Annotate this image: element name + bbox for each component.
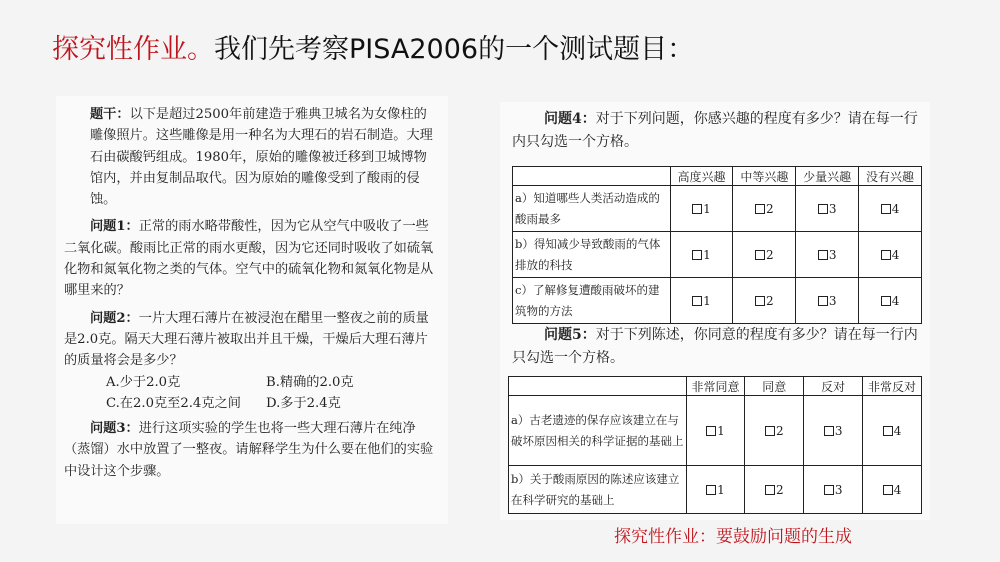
q4-col-none: 没有兴趣	[859, 167, 922, 186]
box-number: 2	[775, 423, 784, 438]
checkbox-icon[interactable]	[818, 296, 828, 306]
q4-corner	[513, 167, 671, 186]
box-number: 2	[766, 293, 774, 308]
q4-row-c-label: c）了解修复遭酸雨破坏的建筑物的方法	[513, 278, 671, 324]
q5-col-agree: 同意	[745, 377, 804, 396]
checkbox-cell[interactable]	[796, 232, 859, 278]
checkbox-cell[interactable]	[863, 466, 922, 514]
q4-heading	[512, 108, 922, 154]
q2-options-row-1	[64, 372, 440, 393]
survey-panel	[500, 102, 930, 520]
checkbox-icon[interactable]	[765, 485, 775, 495]
checkbox-icon[interactable]	[755, 250, 765, 260]
box-number: 2	[766, 201, 774, 216]
box-number: 4	[891, 247, 900, 262]
table-row	[513, 278, 922, 324]
box-number: 3	[834, 423, 843, 438]
q5-row-a-label: a）古老遗迹的保存应该建立在与破坏原因相关的科学证据的基础上	[509, 396, 687, 466]
box-number: 4	[891, 201, 900, 216]
box-number: 3	[828, 247, 837, 262]
box-number: 3	[828, 201, 837, 216]
box-number: 1	[703, 293, 711, 308]
q5-label: 问题5：	[544, 327, 596, 343]
slide-title	[52, 30, 694, 70]
checkbox-icon[interactable]	[692, 250, 702, 260]
box-number: 3	[828, 293, 837, 308]
q5-header-row	[509, 377, 922, 396]
checkbox-icon[interactable]	[824, 485, 834, 495]
q2-paragraph	[64, 308, 440, 372]
box-number: 4	[891, 293, 900, 308]
checkbox-cell[interactable]	[745, 396, 804, 466]
q5-col-strongly-disagree: 非常反对	[863, 377, 922, 396]
q4-row-a-label: a）知道哪些人类活动造成的酸雨最多	[513, 186, 671, 232]
checkbox-cell[interactable]	[859, 278, 922, 324]
checkbox-cell[interactable]	[796, 278, 859, 324]
box-number: 3	[834, 482, 843, 497]
q4-header-row	[513, 167, 922, 186]
checkbox-cell[interactable]	[733, 232, 796, 278]
q4-col-high: 高度兴趣	[670, 167, 733, 186]
q3-label: 问题3：	[90, 421, 139, 437]
checkbox-cell[interactable]	[733, 186, 796, 232]
checkbox-cell[interactable]	[733, 278, 796, 324]
stem-text: 以下是超过2500年前建造于雅典卫城名为女像柱的雕像照片。这些雕像是用一种名为大理石的岩石制造。大理石由碳酸钙组成。1980年，原始的雕像被迁移到卫城博物馆内，并由复制品取代。因为原始的雕像受到了酸雨的侵蚀。	[90, 107, 433, 208]
q2-option-a: A.少于2.0克	[106, 374, 181, 390]
q4-label: 问题4：	[544, 111, 596, 127]
q2-label: 问题2：	[90, 310, 139, 326]
checkbox-icon[interactable]	[692, 296, 702, 306]
checkbox-icon[interactable]	[881, 296, 891, 306]
table-row	[509, 396, 922, 466]
table-row	[509, 466, 922, 514]
checkbox-icon[interactable]	[692, 204, 702, 214]
table-row	[513, 186, 922, 232]
checkbox-cell[interactable]	[670, 278, 733, 324]
q4-col-medium: 中等兴趣	[733, 167, 796, 186]
checkbox-icon[interactable]	[755, 296, 765, 306]
q2-option-b: B.精确的2.0克	[266, 374, 354, 390]
checkbox-icon[interactable]	[765, 426, 775, 436]
box-number: 1	[703, 201, 711, 216]
footer-note: 探究性作业：要鼓励问题的生成	[614, 527, 852, 547]
stem-label: 题干：	[90, 107, 130, 122]
checkbox-icon[interactable]	[706, 426, 716, 436]
q2-option-d: D.多于2.4克	[266, 395, 341, 411]
q1-text: 正常的雨水略带酸性，因为它从空气中吸收了一些二氧化碳。酸雨比正常的雨水更酸，因为它还同时吸收了如硫氧化物和氮氧化物之类的气体。空气中的硫氧化物和氮氧化物是从哪里来的？	[64, 219, 434, 299]
box-number: 2	[766, 247, 774, 262]
checkbox-cell[interactable]	[859, 186, 922, 232]
q4-text: 对于下列问题，你感兴趣的程度有多少？请在每一行内只勾选一个方格。	[512, 111, 918, 150]
checkbox-cell[interactable]	[796, 186, 859, 232]
table-row	[513, 232, 922, 278]
q5-table	[508, 376, 922, 514]
q2-option-c: C.在2.0克至2.4克之间	[106, 395, 241, 411]
checkbox-cell[interactable]	[804, 466, 863, 514]
checkbox-icon[interactable]	[755, 204, 765, 214]
checkbox-icon[interactable]	[881, 204, 891, 214]
q1-paragraph	[64, 216, 440, 301]
checkbox-icon[interactable]	[818, 204, 828, 214]
title-black-part: 我们先考察PISA2006的一个测试题目：	[214, 34, 695, 65]
title-red-part: 探究性作业	[52, 34, 187, 65]
q4-table	[512, 166, 922, 324]
q5-col-disagree: 反对	[804, 377, 863, 396]
q2-options-row-2	[64, 393, 440, 414]
question-stem-panel	[56, 96, 448, 524]
checkbox-icon[interactable]	[706, 485, 716, 495]
q2-text: 一片大理石薄片在被浸泡在醋里一整夜之前的质量是2.0克。隔天大理石薄片被取出并且干燥，干燥后大理石薄片的质量将会是多少？	[64, 310, 429, 369]
checkbox-cell[interactable]	[670, 186, 733, 232]
checkbox-cell[interactable]	[745, 466, 804, 514]
q4-row-b-label: b）得知减少导致酸雨的气体排放的科技	[513, 232, 671, 278]
q1-label: 问题1：	[90, 219, 139, 235]
checkbox-cell[interactable]	[686, 396, 745, 466]
q3-text: 进行这项实验的学生也将一些大理石薄片在纯净（蒸馏）水中放置了一整夜。请解释学生为什么要在他们的实验中设计这个步骤。	[64, 421, 434, 479]
checkbox-icon[interactable]	[824, 426, 834, 436]
box-number: 4	[893, 482, 902, 497]
box-number: 4	[893, 423, 902, 438]
box-number: 1	[717, 423, 725, 438]
q4-col-low: 少量兴趣	[796, 167, 859, 186]
checkbox-cell[interactable]	[670, 232, 733, 278]
box-number: 1	[703, 247, 711, 262]
q5-corner	[509, 377, 687, 396]
checkbox-cell[interactable]	[686, 466, 745, 514]
q5-col-strongly-agree: 非常同意	[686, 377, 745, 396]
q3-paragraph	[64, 418, 440, 482]
q5-text: 对于下列陈述，你同意的程度有多少？请在每一行内只勾选一个方格。	[512, 327, 918, 366]
checkbox-icon[interactable]	[818, 250, 828, 260]
checkbox-icon[interactable]	[883, 426, 893, 436]
checkbox-icon[interactable]	[881, 250, 891, 260]
title-dot: 。	[187, 34, 214, 65]
checkbox-cell[interactable]	[804, 396, 863, 466]
q5-heading	[512, 324, 922, 370]
checkbox-cell[interactable]	[863, 396, 922, 466]
checkbox-icon[interactable]	[883, 485, 893, 495]
q5-row-b-label: b）关于酸雨原因的陈述应该建立在科学研究的基础上	[509, 466, 687, 514]
checkbox-cell[interactable]	[859, 232, 922, 278]
box-number: 1	[717, 482, 725, 497]
box-number: 2	[775, 482, 784, 497]
stem-paragraph	[64, 104, 440, 210]
